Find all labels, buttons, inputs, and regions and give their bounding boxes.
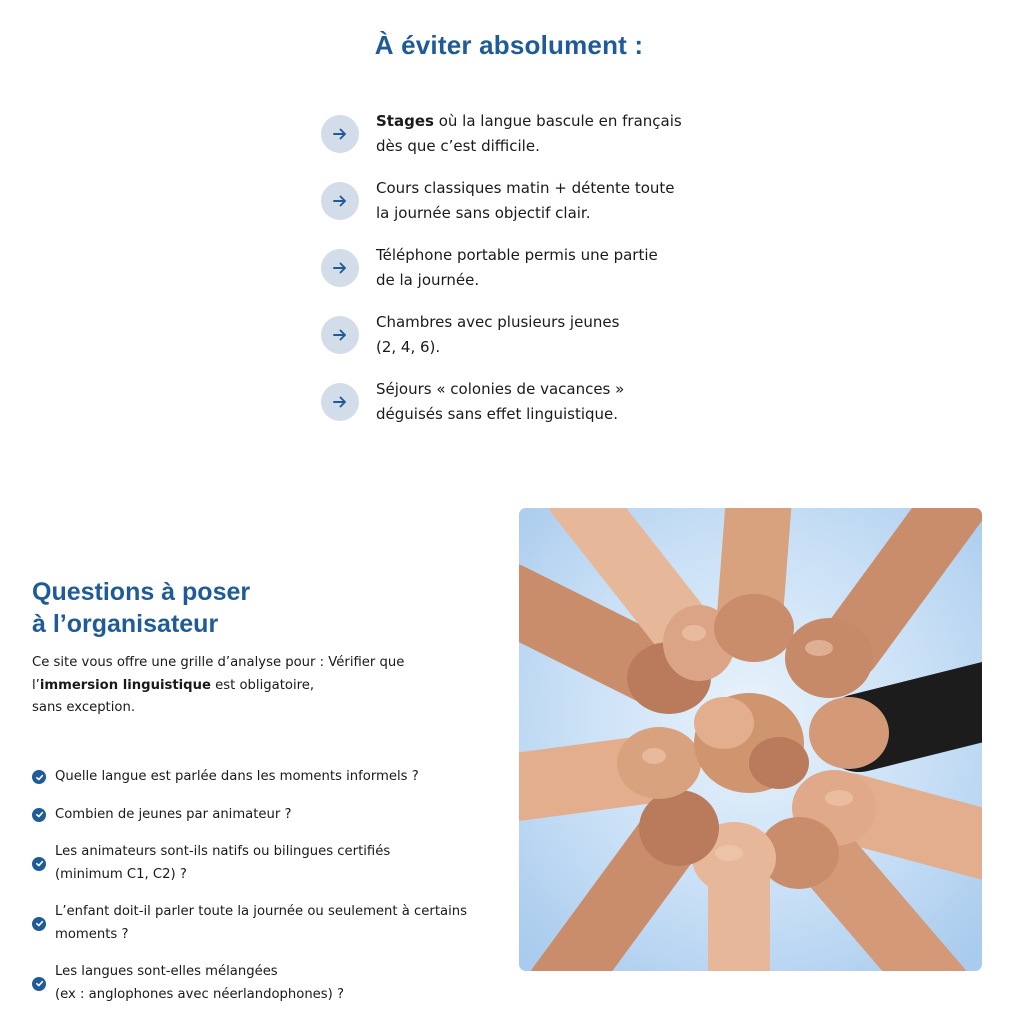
photo-illustration: [519, 508, 982, 971]
intro-line2-pre: l’: [32, 677, 40, 693]
avoid-item-line1: Cours classiques matin + détente toute: [376, 179, 675, 197]
question-line1: Combien de jeunes par animateur ?: [55, 806, 292, 822]
avoid-item-line1: où la langue bascule en français: [433, 112, 682, 130]
arrow-right-icon: [321, 383, 359, 421]
question-line1: Les animateurs sont-ils natifs ou bilingues certifiés: [55, 844, 391, 859]
intro-keyword: immersion linguistique: [39, 677, 211, 693]
questions-title-line1: Questions à poser: [32, 578, 251, 606]
questions-list: [32, 766, 502, 1021]
avoid-item-line2: dès que c’est difficile.: [376, 136, 540, 155]
arrow-right-icon: [321, 115, 359, 153]
intro-line2: [32, 675, 472, 698]
questions-title-line2: à l’organisateur: [32, 610, 219, 638]
arrow-right-icon: [321, 182, 359, 220]
avoid-item-text: [376, 377, 624, 426]
check-circle-icon: [32, 917, 46, 931]
avoid-item-line1: Téléphone portable permis une partie: [376, 246, 658, 264]
arrow-right-icon: [321, 249, 359, 287]
question-line1: Les langues sont-elles mélangées: [55, 964, 278, 979]
question-text: [55, 804, 292, 827]
avoid-list: [321, 110, 721, 445]
avoid-item-text: [376, 176, 675, 225]
avoid-list-item: [321, 110, 721, 157]
avoid-item-text: [376, 109, 682, 158]
avoid-item-line2: la journée sans objectif clair.: [376, 203, 591, 222]
questions-section-title: [32, 576, 250, 640]
avoid-item-line1: Séjours « colonies de vacances »: [376, 380, 625, 398]
check-circle-icon: [32, 857, 46, 871]
question-text: [55, 961, 344, 1006]
question-item: [32, 961, 502, 1006]
avoid-list-item: [321, 378, 721, 425]
question-item: [32, 766, 502, 789]
question-line2: (minimum C1, C2) ?: [55, 866, 187, 882]
question-line2: (ex : anglophones avec néerlandophones) ?: [55, 986, 344, 1002]
question-item: [32, 901, 502, 946]
intro-line3: sans exception.: [32, 700, 136, 715]
question-line1: Quelle langue est parlée dans les moments informels ?: [55, 769, 419, 784]
intro-line1: Ce site vous offre une grille d’analyse pour : Vérifier que: [32, 655, 405, 670]
avoid-item-line2: (2, 4, 6).: [376, 337, 441, 356]
avoid-section-title: À éviter absolument :: [374, 30, 644, 60]
avoid-list-item: [321, 177, 721, 224]
avoid-item-text: [376, 243, 658, 292]
question-item: [32, 841, 502, 886]
avoid-item-bold: Stages: [376, 112, 434, 130]
question-line2: moments ?: [55, 926, 129, 942]
avoid-item-text: [376, 310, 619, 359]
question-line1: L’enfant doit-il parler toute la journée ou seulement à certains: [55, 904, 467, 919]
hands-fists-circle-photo: [519, 508, 982, 971]
questions-intro: [32, 652, 472, 720]
avoid-item-line2: de la journée.: [376, 270, 480, 289]
avoid-list-item: [321, 244, 721, 291]
avoid-item-line1: Chambres avec plusieurs jeunes: [376, 313, 620, 331]
question-text: [55, 841, 390, 886]
check-circle-icon: [32, 808, 46, 822]
question-text: [55, 766, 419, 789]
check-circle-icon: [32, 770, 46, 784]
avoid-item-line2: déguisés sans effet linguistique.: [376, 404, 619, 423]
intro-line2-post: est obligatoire,: [210, 677, 315, 693]
question-item: [32, 804, 502, 827]
avoid-list-item: [321, 311, 721, 358]
arrow-right-icon: [321, 316, 359, 354]
check-circle-icon: [32, 977, 46, 991]
question-text: [55, 901, 467, 946]
